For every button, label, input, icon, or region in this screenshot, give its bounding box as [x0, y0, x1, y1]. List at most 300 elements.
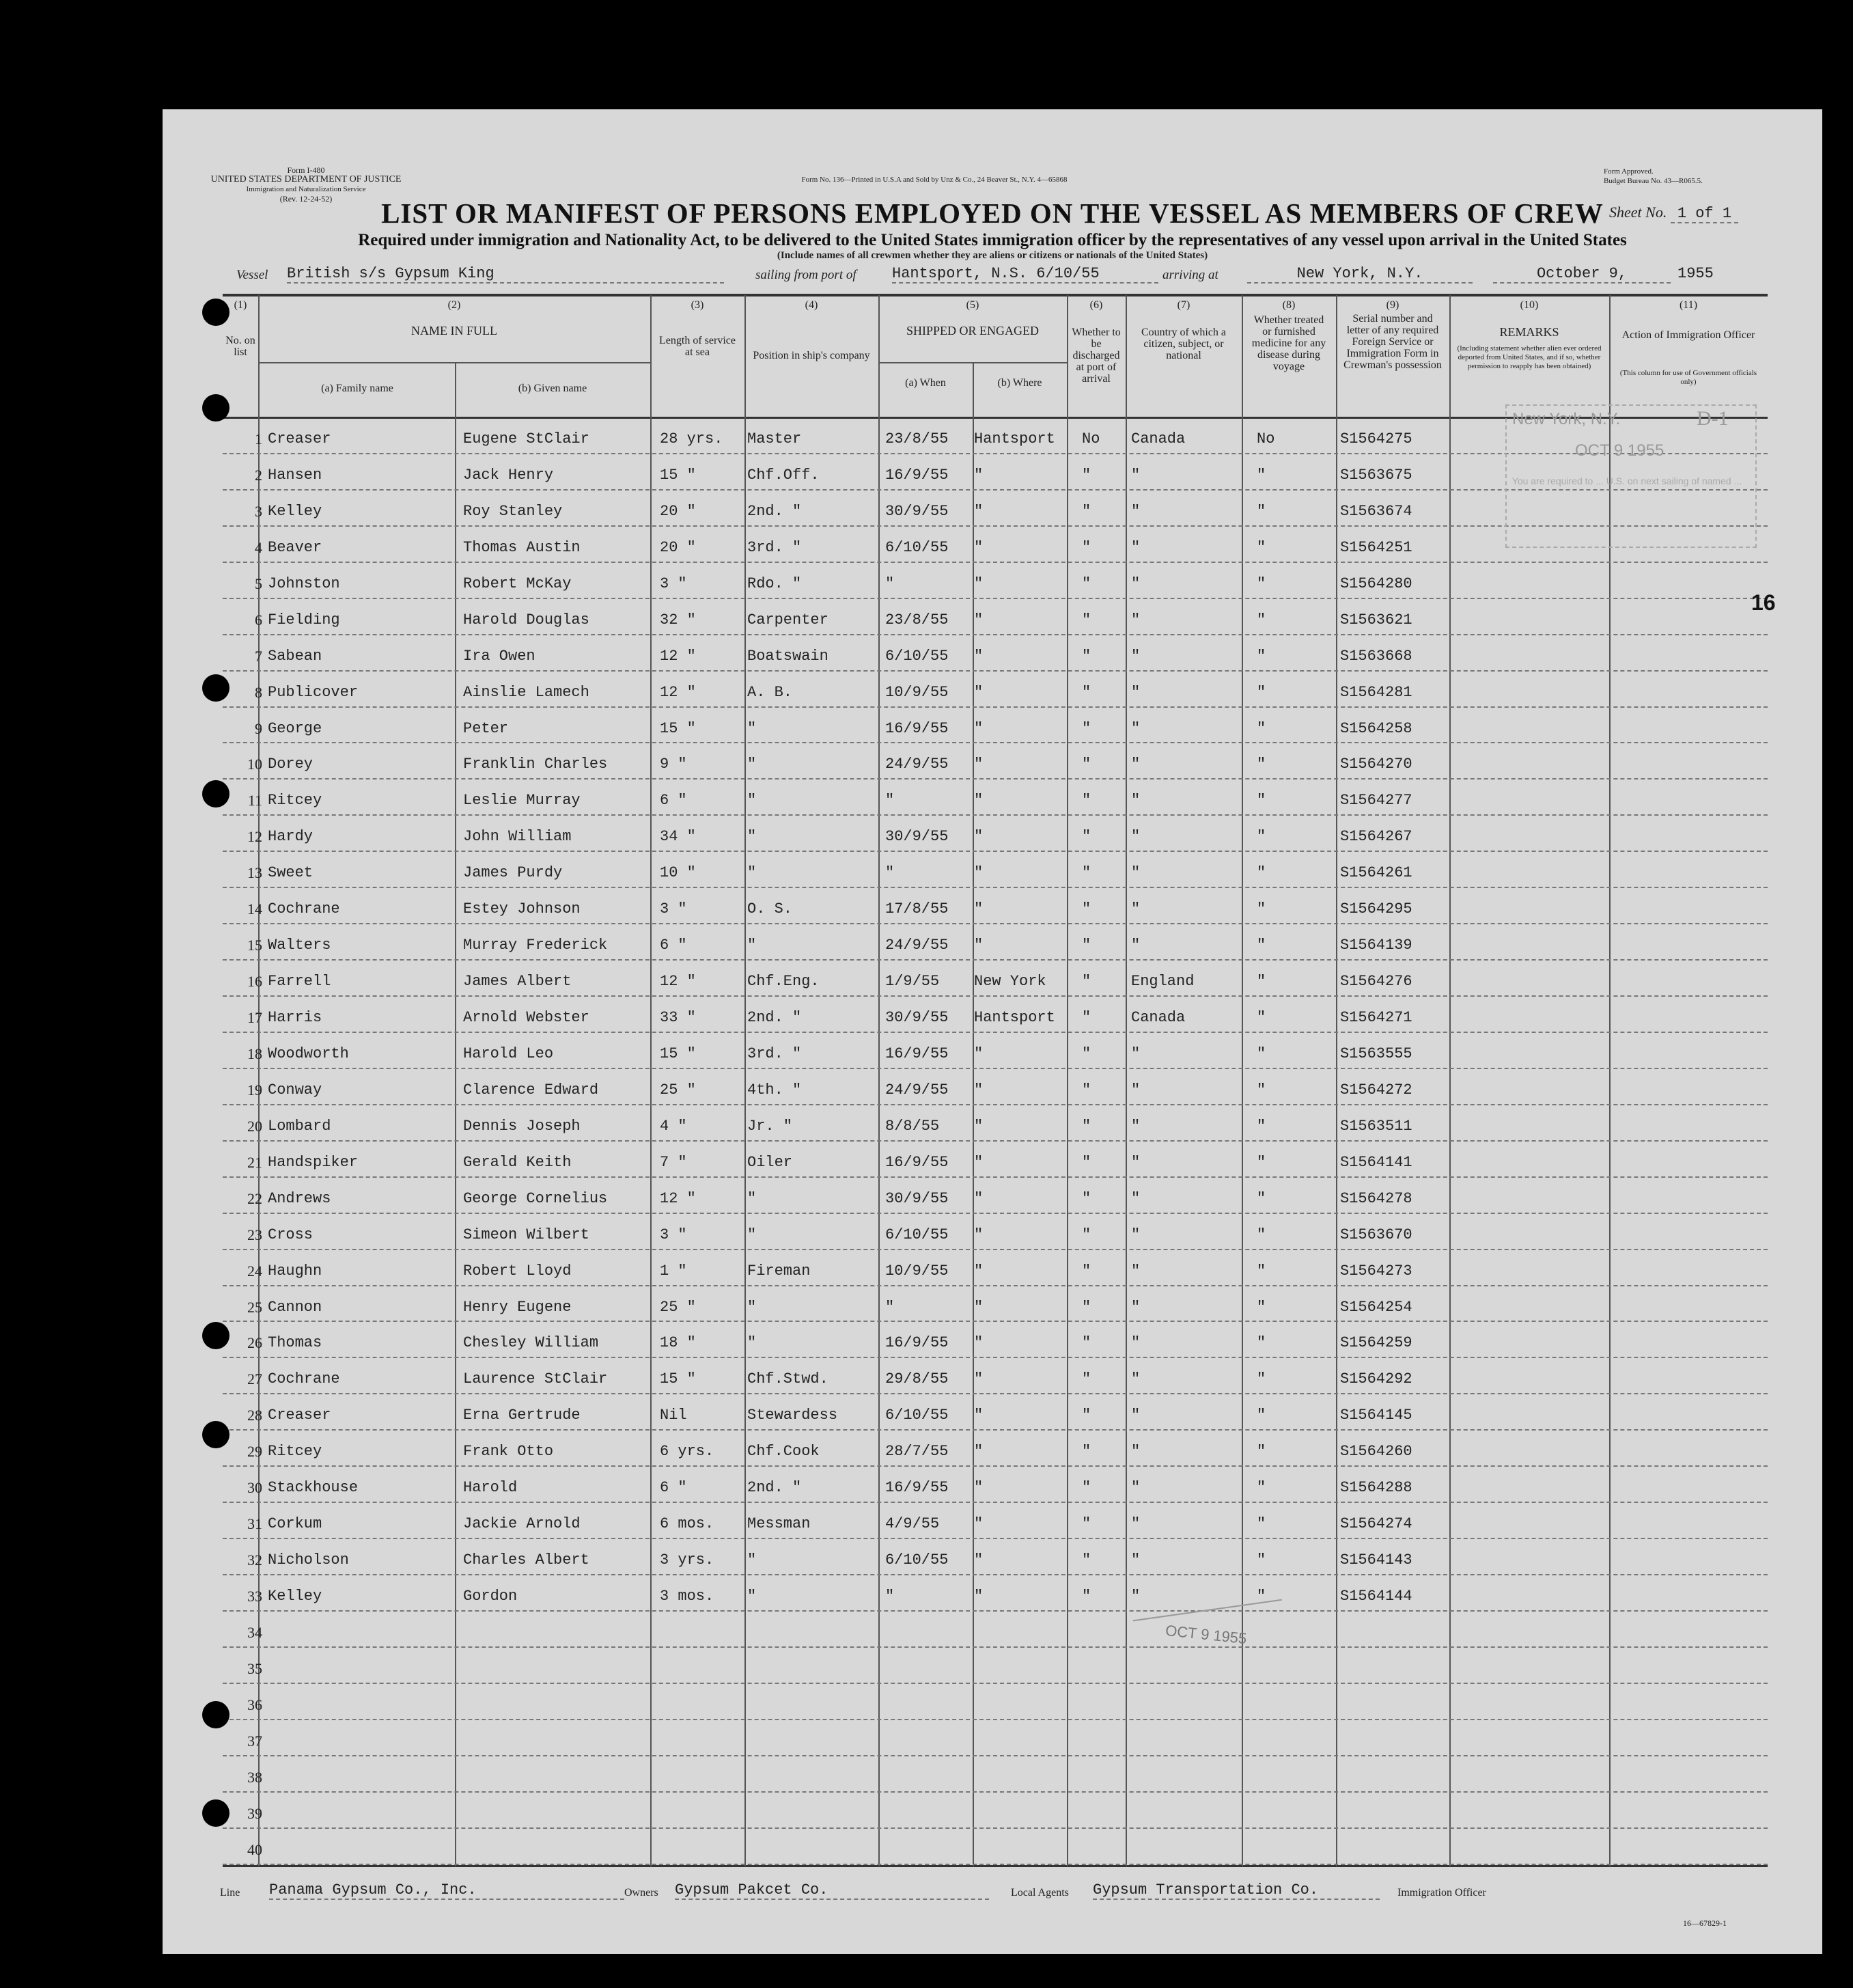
family-name: Fielding [268, 611, 340, 629]
row-number: 18 [247, 1045, 262, 1062]
row-number: 6 [255, 611, 262, 629]
arriving-label: arriving at [1162, 268, 1218, 282]
service-length: 3 " [660, 900, 687, 918]
punch-hole [202, 1322, 229, 1349]
shipped-where: " [974, 1226, 984, 1243]
discharged: " [1082, 502, 1091, 520]
table-row [223, 1033, 1768, 1069]
stamp-code: D-1 [1697, 407, 1729, 430]
table-row [223, 1467, 1768, 1503]
discharged: " [1082, 466, 1091, 484]
row-number: 2 [255, 466, 262, 484]
punch-hole [202, 299, 229, 326]
treated: " [1257, 900, 1266, 918]
position: 4th. " [747, 1081, 802, 1099]
col-2a-header: (a) Family name [321, 383, 393, 394]
position: Messman [747, 1515, 811, 1533]
arrival-year: 1955 [1677, 265, 1714, 282]
punch-hole [202, 674, 229, 702]
page-subtitle: Required under immigration and Nationality Act, to be delivered to the United States immigration officer by the representatives of any vessel upon arrival in the United States [358, 231, 1627, 249]
given-name: Laurence StClair [463, 1370, 608, 1388]
table-row [223, 779, 1768, 816]
service-length: 12 " [660, 647, 696, 665]
row-number: 4 [255, 538, 262, 556]
line-value: Panama Gypsum Co., Inc. [269, 1881, 624, 1900]
position: " [747, 792, 757, 810]
shipped-when: " [885, 1298, 895, 1316]
discharged: " [1082, 1588, 1091, 1605]
row-number: 39 [247, 1804, 262, 1822]
family-name: Johnston [268, 575, 340, 592]
punch-hole [202, 1701, 229, 1728]
table-row [223, 1105, 1768, 1142]
position: " [747, 1298, 757, 1316]
serial-number: S1564273 [1340, 1262, 1412, 1280]
treated: " [1257, 719, 1266, 737]
footer-line [220, 1881, 1791, 1909]
serial-number: S1564277 [1340, 792, 1412, 810]
table-row [223, 1142, 1768, 1178]
discharged: " [1082, 792, 1091, 810]
country: " [1131, 1153, 1141, 1171]
discharged: " [1082, 1334, 1091, 1352]
discharged: " [1082, 1298, 1091, 1316]
given-name: Franklin Charles [463, 756, 608, 773]
shipped-when: 16/9/55 [885, 1479, 949, 1497]
sheet-value: 1 of 1 [1671, 205, 1738, 223]
shipped-where: " [974, 1588, 984, 1605]
sailing-label: sailing from port of [755, 268, 856, 282]
discharged: " [1082, 973, 1091, 991]
family-name: Haughn [268, 1262, 322, 1280]
shipped-when: 10/9/55 [885, 683, 949, 701]
shipped-where: " [974, 900, 984, 918]
col-1-header: No. on list [225, 335, 255, 358]
position: Carpenter [747, 611, 828, 629]
shipped-where: " [974, 683, 984, 701]
arrival-date: October 9, [1493, 265, 1671, 284]
shipped-where: New York [974, 973, 1046, 991]
country: " [1131, 864, 1141, 882]
family-name: Cross [268, 1226, 314, 1243]
shipped-where: " [974, 647, 984, 665]
serial-number: S1564251 [1340, 538, 1412, 556]
col-1-number: (1) [234, 299, 247, 311]
treated: " [1257, 828, 1266, 846]
service-length: 28 yrs. [660, 430, 723, 447]
col-4-header: Position in ship's company [753, 350, 870, 361]
shipped-where: " [974, 1443, 984, 1461]
table-row [223, 888, 1768, 924]
country: " [1131, 1588, 1141, 1605]
service-length: 15 " [660, 1045, 696, 1062]
family-name: George [268, 719, 322, 737]
service-length: 9 " [660, 756, 687, 773]
serial-number: S1564144 [1340, 1588, 1412, 1605]
col-11-note: (This column for use of Government officials only) [1619, 369, 1757, 386]
table-row [223, 1358, 1768, 1394]
discharged: " [1082, 1551, 1091, 1569]
shipped-when: 23/8/55 [885, 611, 949, 629]
crew-table-body [223, 418, 1768, 1865]
country: " [1131, 1407, 1141, 1424]
agents-label: Local Agents [1011, 1887, 1069, 1899]
service-length: 15 " [660, 719, 696, 737]
punch-hole [202, 1421, 229, 1448]
discharged: " [1082, 647, 1091, 665]
row-number: 36 [247, 1696, 262, 1713]
voyage-line [236, 265, 1773, 287]
treated: " [1257, 756, 1266, 773]
shipped-where: " [974, 719, 984, 737]
position: A. B. [747, 683, 793, 701]
row-number: 35 [247, 1659, 262, 1677]
service-length: 18 " [660, 1334, 696, 1352]
given-name: Leslie Murray [463, 792, 581, 810]
discharged: " [1082, 864, 1091, 882]
family-name: Andrews [268, 1189, 331, 1207]
serial-number: S1564271 [1340, 1009, 1412, 1026]
row-number: 29 [247, 1443, 262, 1461]
discharged: " [1082, 937, 1091, 954]
row-number: 3 [255, 502, 262, 520]
family-name: Corkum [268, 1515, 322, 1533]
row-number: 27 [247, 1370, 262, 1388]
table-row [223, 635, 1768, 672]
given-name: Jack Henry [463, 466, 554, 484]
position: Chf.Stwd. [747, 1370, 828, 1388]
shipped-where: " [974, 1189, 984, 1207]
position: " [747, 1588, 757, 1605]
col-9-header: Serial number and letter of any required Foreign Service or Immigration Form in Crewman's possession [1343, 313, 1442, 371]
position: " [747, 756, 757, 773]
given-name: Clarence Edward [463, 1081, 599, 1099]
family-name: Kelley [268, 502, 322, 520]
discharged: " [1082, 538, 1091, 556]
treated: " [1257, 502, 1266, 520]
row-number: 19 [247, 1081, 262, 1099]
shipped-when: 16/9/55 [885, 1334, 949, 1352]
owners-value: Gypsum Pakcet Co. [675, 1881, 989, 1900]
row-number: 15 [247, 937, 262, 954]
shipped-where: " [974, 1153, 984, 1171]
treated: " [1257, 611, 1266, 629]
family-name: Hansen [268, 466, 322, 484]
treated: " [1257, 1045, 1266, 1062]
serial-number: S1563511 [1340, 1117, 1412, 1135]
shipped-when: " [885, 864, 895, 882]
shipped-where: " [974, 611, 984, 629]
treated: " [1257, 1081, 1266, 1099]
row-number: 8 [255, 683, 262, 701]
country: England [1131, 973, 1195, 991]
shipped-when: 6/10/55 [885, 1226, 949, 1243]
serial-number: S1563668 [1340, 647, 1412, 665]
col-7-header: Country of which a citizen, subject, or national [1141, 327, 1226, 361]
table-row [223, 1793, 1768, 1829]
treated: " [1257, 1551, 1266, 1569]
country: " [1131, 1189, 1141, 1207]
discharged: " [1082, 1226, 1091, 1243]
service-length: 4 " [660, 1117, 687, 1135]
shipped-where: " [974, 1407, 984, 1424]
shipped-where: " [974, 828, 984, 846]
family-name: Cochrane [268, 900, 340, 918]
treated: " [1257, 683, 1266, 701]
treated: " [1257, 1117, 1266, 1135]
shipped-where: " [974, 1334, 984, 1352]
col-5a-header: (a) When [905, 377, 946, 389]
approval-block [1604, 167, 1802, 186]
serial-number: S1563670 [1340, 1226, 1412, 1243]
given-name: Gerald Keith [463, 1153, 572, 1171]
shipped-when: 8/8/55 [885, 1117, 940, 1135]
shipped-where: " [974, 1370, 984, 1388]
family-name: Nicholson [268, 1551, 349, 1569]
discharged: " [1082, 900, 1091, 918]
shipped-when: 6/10/55 [885, 647, 949, 665]
table-row [223, 1069, 1768, 1105]
row-number: 10 [247, 756, 262, 773]
given-name: Peter [463, 719, 509, 737]
row-number: 17 [247, 1009, 262, 1026]
position: Oiler [747, 1153, 793, 1171]
shipped-when: 30/9/55 [885, 1189, 949, 1207]
given-name: Charles Albert [463, 1551, 589, 1569]
country: " [1131, 647, 1141, 665]
treated: " [1257, 864, 1266, 882]
discharged: " [1082, 719, 1091, 737]
vessel-name: British s/s Gypsum King [287, 265, 724, 284]
family-name: Creaser [268, 1407, 331, 1424]
service-length: 6 " [660, 792, 687, 810]
sailing-port: Hantsport, N.S. 6/10/55 [892, 265, 1158, 284]
stamp-port: New York, N.Y. [1512, 410, 1621, 428]
position: 3rd. " [747, 538, 802, 556]
family-name: Hardy [268, 828, 314, 846]
position: Chf.Off. [747, 466, 820, 484]
given-name: James Albert [463, 973, 572, 991]
service-length: 12 " [660, 1189, 696, 1207]
discharged: " [1082, 1189, 1091, 1207]
row-number: 40 [247, 1840, 262, 1858]
table-row [223, 816, 1768, 852]
serial-number: S1564145 [1340, 1407, 1412, 1424]
treated: " [1257, 1443, 1266, 1461]
serial-number: S1564274 [1340, 1515, 1412, 1533]
service-length: 25 " [660, 1081, 696, 1099]
given-name: John William [463, 828, 572, 846]
position: 2nd. " [747, 1009, 802, 1026]
serial-number: S1564292 [1340, 1370, 1412, 1388]
given-name: Harold Douglas [463, 611, 589, 629]
form-code: 16—67829-1 [1683, 1918, 1727, 1928]
row-number: 14 [247, 900, 262, 918]
given-name: Simeon Wilbert [463, 1226, 589, 1243]
table-row [223, 743, 1768, 779]
row-number: 16 [247, 973, 262, 991]
sheet-label: Sheet No. [1609, 204, 1667, 221]
family-name: Farrell [268, 973, 331, 991]
country: " [1131, 756, 1141, 773]
country: " [1131, 466, 1141, 484]
discharged: " [1082, 683, 1091, 701]
family-name: Walters [268, 937, 331, 954]
discharged: " [1082, 1153, 1091, 1171]
country: Canada [1131, 1009, 1186, 1026]
given-name: Ira Owen [463, 647, 535, 665]
shipped-where: " [974, 1262, 984, 1280]
table-row [223, 1829, 1768, 1865]
treated: No [1257, 430, 1275, 447]
discharged: No [1082, 430, 1100, 447]
country: " [1131, 937, 1141, 954]
punch-hole [202, 780, 229, 807]
serial-number: S1564288 [1340, 1479, 1412, 1497]
col-5-number: (5) [966, 299, 979, 311]
punch-hole [202, 1799, 229, 1827]
shipped-when: 17/8/55 [885, 900, 949, 918]
serial-number: S1564141 [1340, 1153, 1412, 1171]
table-row [223, 1322, 1768, 1358]
shipped-when: 16/9/55 [885, 1045, 949, 1062]
given-name: Robert Lloyd [463, 1262, 572, 1280]
row-number: 21 [247, 1153, 262, 1171]
row-number: 20 [247, 1117, 262, 1135]
serial-number: S1564275 [1340, 430, 1412, 447]
discharged: " [1082, 1045, 1091, 1062]
position: 2nd. " [747, 502, 802, 520]
discharged: " [1082, 1081, 1091, 1099]
serial-number: S1564261 [1340, 864, 1412, 882]
position: " [747, 937, 757, 954]
treated: " [1257, 937, 1266, 954]
family-name: Ritcey [268, 1443, 322, 1461]
row-number: 37 [247, 1732, 262, 1750]
shipped-when: 23/8/55 [885, 430, 949, 447]
table-row [223, 1648, 1768, 1684]
table-row [223, 1431, 1768, 1467]
given-name: Dennis Joseph [463, 1117, 581, 1135]
table-row [223, 708, 1768, 744]
officer-label: Immigration Officer [1397, 1887, 1486, 1899]
country: " [1131, 683, 1141, 701]
row-number: 28 [247, 1407, 262, 1424]
country: " [1131, 1298, 1141, 1316]
col-6-number: (6) [1089, 299, 1103, 311]
family-name: Dorey [268, 756, 314, 773]
shipped-where: " [974, 1298, 984, 1316]
table-row [223, 1178, 1768, 1214]
table-row [223, 599, 1768, 635]
form-approved: Form Approved. [1604, 167, 1654, 176]
row-number: 26 [247, 1334, 262, 1352]
table-row [223, 1575, 1768, 1612]
table-row [223, 1720, 1768, 1756]
col-5b-header: (b) Where [997, 377, 1042, 389]
family-name: Publicover [268, 683, 359, 701]
serial-number: S1564260 [1340, 1443, 1412, 1461]
treated: " [1257, 1407, 1266, 1424]
shipped-where: " [974, 1479, 984, 1497]
col-5-header: SHIPPED OR ENGAGED [906, 324, 1039, 337]
serial-number: S1564258 [1340, 719, 1412, 737]
row-number: 9 [255, 719, 262, 737]
serial-number: S1564139 [1340, 937, 1412, 954]
service-length: 6 yrs. [660, 1443, 714, 1461]
country: " [1131, 1117, 1141, 1135]
punch-hole [202, 394, 229, 422]
stamp-text: You are required to ... U.S. on next sailing of named ... [1511, 475, 1742, 486]
col-8-header: Whether treated or furnished medicine for any disease during voyage [1251, 314, 1326, 372]
col-7-number: (7) [1177, 299, 1190, 311]
revision: (Rev. 12-24-52) [279, 194, 333, 204]
given-name: Murray Frederick [463, 937, 608, 954]
shipped-where: " [974, 1551, 984, 1569]
row-number: 33 [247, 1588, 262, 1605]
handwritten-date: OCT 9 1955 [1165, 1621, 1248, 1648]
given-name: Thomas Austin [463, 538, 581, 556]
stamp-date: OCT 9 1955 [1575, 441, 1664, 460]
serial-number: S1563674 [1340, 502, 1412, 520]
treated: " [1257, 647, 1266, 665]
family-name: Sweet [268, 864, 314, 882]
table-row [223, 1684, 1768, 1720]
given-name: Eugene StClair [463, 430, 589, 447]
col-4-number: (4) [805, 299, 818, 311]
service-length: 20 " [660, 538, 696, 556]
row-number: 34 [247, 1623, 262, 1641]
service-length: 6 " [660, 1479, 687, 1497]
serial-number: S1564259 [1340, 1334, 1412, 1352]
country: " [1131, 792, 1141, 810]
row-number: 5 [255, 575, 262, 592]
family-name: Kelley [268, 1588, 322, 1605]
service-length: 1 " [660, 1262, 687, 1280]
row-number: 7 [255, 647, 262, 665]
col-2-number: (2) [447, 299, 461, 311]
name-subheader-line [258, 362, 650, 363]
shipped-when: 29/8/55 [885, 1370, 949, 1388]
shipped-where: Hantsport [974, 1009, 1055, 1026]
row-number: 1 [255, 430, 262, 447]
service-length: 20 " [660, 502, 696, 520]
col-2-header: NAME IN FULL [411, 324, 497, 337]
row-number: 12 [247, 828, 262, 846]
table-row [223, 1756, 1768, 1793]
position: Master [747, 430, 802, 447]
shipped-where: " [974, 538, 984, 556]
treated: " [1257, 1226, 1266, 1243]
country: " [1131, 1551, 1141, 1569]
table-row [223, 1214, 1768, 1250]
family-name: Lombard [268, 1117, 331, 1135]
family-name: Sabean [268, 647, 322, 665]
position: " [747, 1226, 757, 1243]
vessel-label: Vessel [236, 268, 268, 282]
service-length: 12 " [660, 973, 696, 991]
serial-number: S1564280 [1340, 575, 1412, 592]
service-length: 12 " [660, 683, 696, 701]
position: O. S. [747, 900, 793, 918]
margin-number: 16 [1751, 590, 1776, 615]
discharged: " [1082, 1262, 1091, 1280]
family-name: Harris [268, 1009, 322, 1026]
given-name: Frank Otto [463, 1443, 554, 1461]
table-row [223, 1539, 1768, 1575]
service-length: 7 " [660, 1153, 687, 1171]
line-label: Line [220, 1887, 240, 1899]
